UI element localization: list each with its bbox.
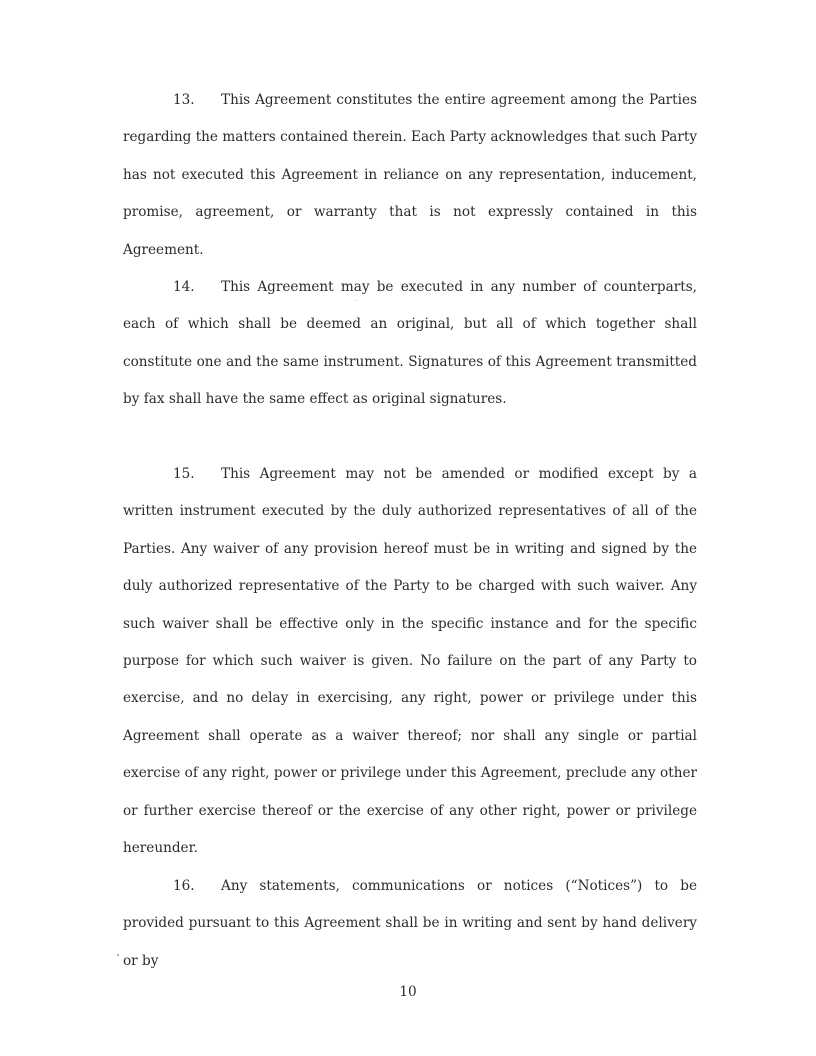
paragraph-text: This Agreement constitutes the entire agreement among the Parties regarding the matters contained therein. Each Party acknowledges that such Party has not executed this Agreement in reliance on any representation, inducement, promise, agreement, or warranty that is not expressly contained in this Agreement. xyxy=(123,92,697,258)
paragraph-15 xyxy=(123,456,697,867)
scan-speck xyxy=(117,954,119,956)
paragraph-16 xyxy=(123,868,697,980)
paragraph-text: This Agreement may be executed in any number of counterparts, each of which shall be deemed an original, but all of which together shall constitute one and the same instrument. Signatures of this Agreement transmitted by fax shall have the same effect as original signatures. xyxy=(123,279,697,408)
paragraph-13 xyxy=(123,82,697,269)
paragraph-number: 16. xyxy=(173,878,195,894)
page-number: 10 xyxy=(399,984,417,1000)
paragraph-number: 13. xyxy=(173,92,195,108)
paragraph-number: 15. xyxy=(173,466,195,482)
paragraph-text: This Agreement may not be amended or modified except by a written instrument executed by the duly authorized representatives of all of the Parties. Any waiver of any provision hereof must be in writing and signed by the duly authorized representative of the Party to be charged with such waiver. Any such waiver shall be effective only in the specific instance and for the specific purpose for which such waiver is given. No failure on the part of any Party to exercise, and no delay in exercising, any right, power or privilege under this Agreement shall operate as a waiver thereof; nor shall any single or partial exercise of any right, power or privilege under this Agreement, preclude any other or further exercise thereof or the exercise of any other right, power or privilege hereunder. xyxy=(123,466,697,857)
scan-speck xyxy=(355,300,356,301)
paragraph-number: 14. xyxy=(173,279,195,295)
paragraph-text: Any statements, communications or notices (“Notices”) to be provided pursuant to this Agreement shall be in writing and sent by hand delivery or by xyxy=(123,878,697,969)
paragraph-14 xyxy=(123,269,697,419)
